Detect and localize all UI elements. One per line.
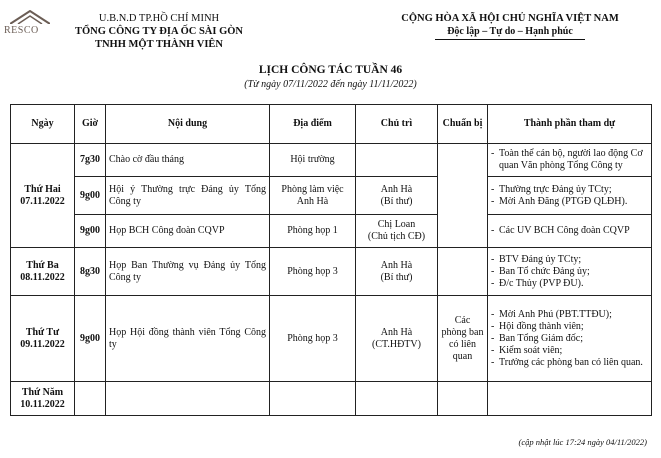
chair-cell	[356, 215, 438, 248]
time-cell	[75, 382, 106, 416]
organization-block	[64, 12, 254, 51]
chair-cell	[356, 177, 438, 215]
col-header-chair: Chủ trì	[356, 105, 438, 144]
attendee-item: - Kiểm soát viên;	[491, 345, 648, 357]
place-cell: Phòng họp 3	[270, 296, 356, 382]
national-motto-block	[380, 12, 640, 40]
page-title: LỊCH CÔNG TÁC TUẦN 46	[258, 64, 403, 76]
table-row	[11, 177, 652, 215]
day-cell	[11, 144, 75, 248]
attendee-item: - Mời Anh Phú (PBT.TTĐU);	[491, 309, 648, 321]
place-cell	[270, 382, 356, 416]
chair-name: Anh Hà	[380, 183, 413, 195]
col-header-time: Giờ	[75, 105, 106, 144]
content-cell: Họp Ban Thường vụ Đảng ủy Tổng Công ty	[106, 248, 270, 296]
day-cell	[11, 296, 75, 382]
chair-role: (Bí thư)	[380, 271, 413, 283]
day-label: Thứ Tư	[25, 326, 60, 338]
org-line-2: TỔNG CÔNG TY ĐỊA ỐC SÀI GÒN	[74, 26, 244, 37]
page-subtitle: (Từ ngày 07/11/2022 đến ngày 11/11/2022)	[244, 79, 417, 90]
col-header-day: Ngày	[11, 105, 75, 144]
table-header-row	[11, 105, 652, 144]
update-timestamp: (cập nhật lúc 17:24 ngày 04/11/2022)	[518, 437, 647, 447]
time-cell: 9g00	[75, 177, 106, 215]
chair-cell	[356, 296, 438, 382]
attendee-item: - Mời Anh Đăng (PTGĐ QLĐH).	[491, 196, 648, 208]
place-cell: Phòng họp 1	[270, 215, 356, 248]
content-cell: Họp Hội đồng thành viên Tổng Công ty	[106, 296, 270, 382]
time-cell: 9g00	[75, 296, 106, 382]
attendees-cell	[488, 144, 652, 177]
table-row	[11, 215, 652, 248]
day-cell	[11, 382, 75, 416]
chair-cell	[356, 144, 438, 177]
nation-line-2: Độc lập – Tự do – Hạnh phúc	[447, 26, 573, 37]
chair-role: (Bí thư)	[380, 195, 413, 207]
content-cell: Họp BCH Công đoàn CQVP	[106, 215, 270, 248]
attendee-item: - Ban Tổng Giám đốc;	[491, 333, 648, 345]
col-header-attendees: Thành phần tham dự	[488, 105, 652, 144]
table-row	[11, 144, 652, 177]
day-label: Thứ Ba	[26, 259, 59, 271]
logo-roof-icon	[10, 10, 50, 24]
attendees-cell	[488, 215, 652, 248]
day-label: Thứ Năm	[21, 386, 64, 398]
chair-role: (CT.HĐTV)	[372, 338, 421, 350]
company-logo	[4, 10, 62, 44]
attendee-item: - Trưởng các phòng ban có liên quan.	[491, 357, 648, 369]
org-line-1: U.B.N.D TP.HỒ CHÍ MINH	[98, 13, 220, 24]
content-cell	[106, 382, 270, 416]
attendee-item: - Thường trực Đảng ủy TCty;	[491, 184, 648, 196]
logo-text: RESCO	[4, 25, 39, 36]
attendee-item: - BTV Đảng ủy TCty;	[491, 254, 648, 266]
chair-name: Anh Hà	[380, 259, 413, 271]
table-row	[11, 296, 652, 382]
org-line-3: TNHH MỘT THÀNH VIÊN	[94, 39, 224, 50]
attendee-item: - Toàn thể cán bộ, người lao động Cơ quan Văn phòng Tổng Công ty	[491, 148, 648, 172]
place-cell: Phòng làm việc Anh Hà	[270, 177, 356, 215]
attendees-cell	[488, 382, 652, 416]
prep-cell	[438, 382, 488, 416]
attendee-item: - Các UV BCH Công đoàn CQVP	[491, 225, 648, 237]
prep-cell: Các phòng ban có liên quan	[438, 296, 488, 382]
table-row	[11, 382, 652, 416]
prep-cell	[438, 144, 488, 248]
day-date: 07.11.2022	[20, 195, 65, 207]
time-cell: 8g30	[75, 248, 106, 296]
prep-cell	[438, 248, 488, 296]
col-header-content: Nội dung	[106, 105, 270, 144]
chair-cell	[356, 382, 438, 416]
chair-name: Anh Hà	[380, 326, 413, 338]
chair-role: (Chủ tịch CĐ)	[367, 231, 426, 242]
chair-cell	[356, 248, 438, 296]
time-cell: 7g30	[75, 144, 106, 177]
attendees-cell	[488, 177, 652, 215]
schedule-table	[10, 104, 652, 416]
place-cell: Hội trường	[270, 144, 356, 177]
chair-name: Chị Loan	[377, 219, 416, 230]
place-cell: Phòng họp 3	[270, 248, 356, 296]
content-cell: Hội ý Thường trực Đảng ủy Tổng Công ty	[106, 177, 270, 215]
attendees-cell	[488, 248, 652, 296]
col-header-place: Địa điểm	[270, 105, 356, 144]
attendees-cell	[488, 296, 652, 382]
attendee-item: - Ban Tổ chức Đảng ủy;	[491, 266, 648, 278]
col-header-prep: Chuẩn bị	[438, 105, 488, 144]
attendee-item: - Hội đồng thành viên;	[491, 321, 648, 333]
nation-line-1: CỘNG HÒA XÃ HỘI CHỦ NGHĨA VIỆT NAM	[401, 13, 619, 24]
content-cell: Chào cờ đầu tháng	[106, 144, 270, 177]
day-label: Thứ Hai	[24, 183, 61, 195]
day-date: 10.11.2022	[20, 398, 65, 410]
time-cell: 9g00	[75, 215, 106, 248]
table-row	[11, 248, 652, 296]
attendee-item: - Đ/c Thủy (PVP ĐU).	[491, 278, 648, 290]
day-cell	[11, 248, 75, 296]
day-date: 09.11.2022	[20, 338, 65, 350]
motto-underline	[435, 39, 585, 40]
day-date: 08.11.2022	[20, 271, 65, 283]
